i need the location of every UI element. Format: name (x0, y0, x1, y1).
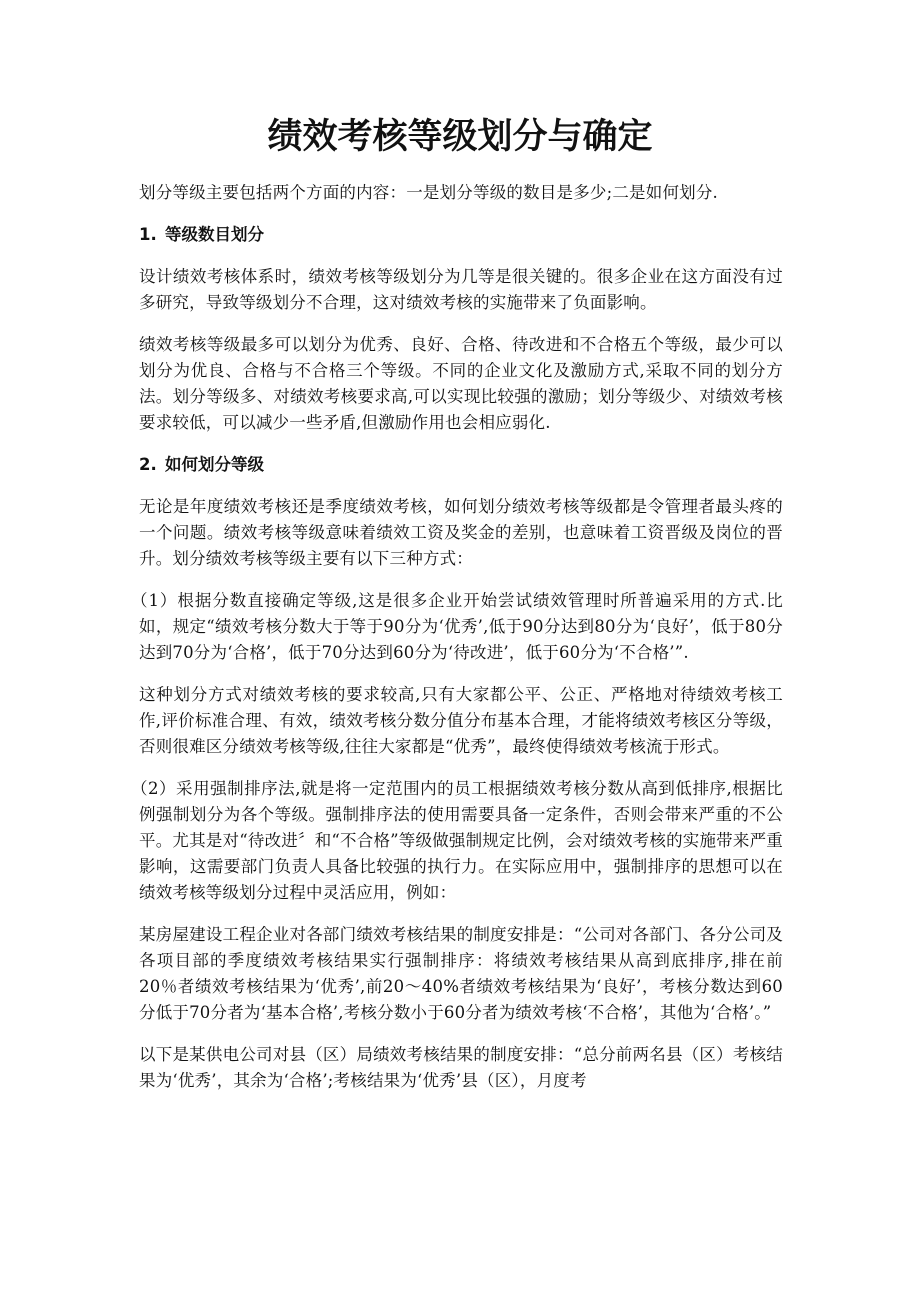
section-number-1: 1. (139, 225, 157, 244)
document-body (131, 180, 783, 1110)
intro-paragraph: 划分等级主要包括两个方面的内容：一是划分等级的数目是多少;二是如何划分. (139, 183, 719, 202)
document-title: 绩效考核等级划分与确定 (267, 117, 653, 157)
section-heading-1 (139, 222, 783, 248)
paragraph: （2）采用强制排序法,就是将一定范围内的员工根据绩效考核分数从高到低排序,根据比例强制划分为各个等级。强制排序法的使用需要具备一定条件，否则会带来严重的不公平。尤其是对“待改进〞和“不合格”等级做强制规定比例，会对绩效考核的实施带来严重影响，这需要部门负责人具备比较强的执行力。在实际应用中，强制排序的思想可以在绩效考核等级划分过程中灵活应用，例如： (131, 779, 783, 902)
section-number-2: 2. (139, 455, 157, 474)
paragraph: 以下是某供电公司对县（区）局绩效考核结果的制度安排：“总分前两名县（区）考核结果为‘优秀’，其余为‘合格’;考核结果为‘优秀’县（区），月度考 (139, 1045, 783, 1090)
paragraph: 无论是年度绩效考核还是季度绩效考核，如何划分绩效考核等级都是令管理者最头疼的一个问题。绩效考核等级意味着绩效工资及奖金的差别，也意味着工资晋级及岗位的晋升。划分绩效考核等级主要有以下三种方式： (139, 497, 783, 568)
paragraph: 这种划分方式对绩效考核的要求较高,只有大家都公平、公正、严格地对待绩效考核工作,评价标准合理、有效，绩效考核分数分值分布基本合理，才能将绩效考核区分等级，否则很难区分绩效考核等级,往往大家都是“优秀”，最终使得绩效考核流于形式。 (139, 685, 783, 756)
paragraph: （1）根据分数直接确定等级,这是很多企业开始尝试绩效管理时所普遍采用的方式.比如，规定“绩效考核分数大于等于90分为‘优秀’,低于90分达到80分为‘良好’，低于80分达到70分为‘合格’，低于70分达到60分为‘待改进’，低于60分为‘不合格’”. (131, 591, 783, 662)
section-title-1: 等级数目划分 (165, 225, 264, 244)
section-heading-2 (139, 452, 783, 478)
paragraph: 设计绩效考核体系时，绩效考核等级划分为几等是很关键的。很多企业在这方面没有过多研究，导致等级划分不合理，这对绩效考核的实施带来了负面影响。 (139, 267, 783, 312)
paragraph: 绩效考核等级最多可以划分为优秀、良好、合格、待改进和不合格五个等级，最少可以划分为优良、合格与不合格三个等级。不同的企业文化及激励方式,采取不同的划分方法。划分等级多、对绩效考核要求高,可以实现比较强的激励；划分等级少、对绩效考核要求较低，可以减少一些矛盾,但激励作用也会相应弱化. (139, 335, 783, 432)
section-title-2: 如何划分等级 (165, 455, 264, 474)
paragraph: 某房屋建设工程企业对各部门绩效考核结果的制度安排是：“公司对各部门、各分公司及各项目部的季度绩效考核结果实行强制排序：将绩效考核结果从高到底排序,排在前20％者绩效考核结果为‘优秀’,前20～40%者绩效考核结果为‘良好’，考核分数达到60分低于70分者为‘基本合格’,考核分数小于60分者为绩效考核‘不合格’，其他为‘合格’。” (139, 925, 783, 1022)
